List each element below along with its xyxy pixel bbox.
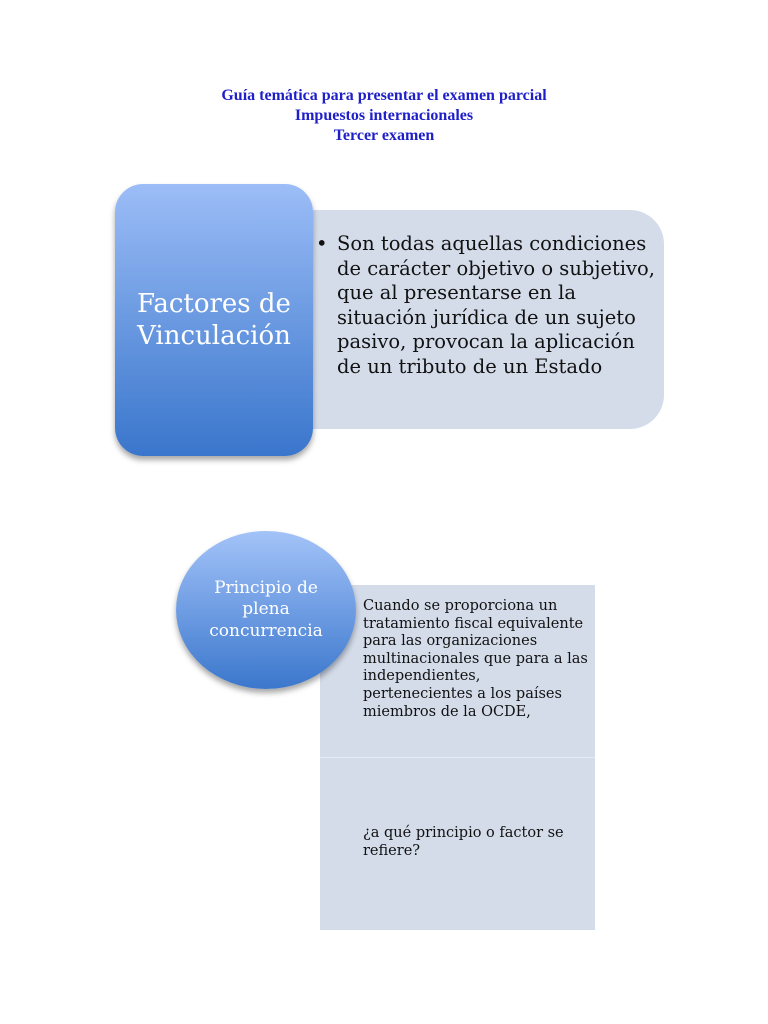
header-line-exam: Tercer examen (333, 127, 435, 144)
principio-label-text: Principio de plena concurrencia (209, 577, 323, 641)
factores-description-text: Son todas aquellas condiciones de carácter objetivo o subjetivo, que al presentarse en la situación jurídica de un sujeto pasivo, provocan la aplicación de un tributo de un Estado (337, 232, 655, 378)
factores-description-item (316, 232, 656, 379)
principio-description-text: Cuando se proporciona un tratamiento fiscal equivalente para las organizaciones multinacionales que para a las independientes, pertenecientes a los países miembros de la OCDE, (363, 598, 588, 720)
factores-description-list (316, 232, 656, 379)
principio-box-divider (320, 757, 595, 758)
header-line-subject: Impuestos internacionales (294, 107, 474, 124)
factores-label-box (115, 184, 313, 456)
factores-label-text: Factores de Vinculación (137, 289, 291, 351)
principio-label-circle (176, 531, 356, 689)
document-header (0, 86, 768, 146)
bullet-icon: • (316, 232, 328, 255)
header-line-title: Guía temática para presentar el examen parcial (221, 87, 547, 104)
principio-question-text: ¿a qué principio o factor se refiere? (363, 825, 564, 859)
